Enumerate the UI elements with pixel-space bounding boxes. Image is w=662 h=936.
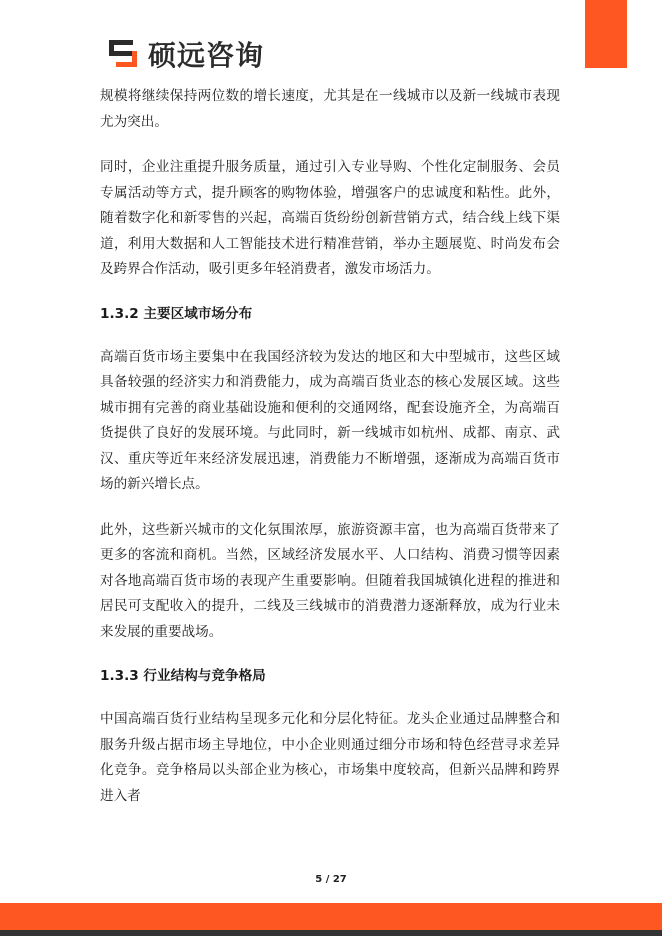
paragraph-service: 同时，企业注重提升服务质量，通过引入专业导购、个性化定制服务、会员专属活动等方式，提升顾客的购物体验，增强客户的忠诚度和粘性。此外，随着数字化和新零售的兴起，高端百货纷纷创新营销方式，结合线上线下渠道，利用大数据和人工智能技术进行精准营销，举办主题展览、时尚发布会及跨界合作活动，吸引更多年轻消费者，激发市场活力。 xyxy=(100,159,560,277)
paragraph-structure: 中国高端百货行业结构呈现多元化和分层化特征。龙头企业通过品牌整合和服务升级占据市场主导地位，中小企业则通过细分市场和特色经营寻求差异化竞争。竞争格局以头部企业为核心，市场集中度较高，但新兴品牌和跨界进入者 xyxy=(100,711,560,804)
paragraph-growth: 规模将继续保持两位数的增长速度，尤其是在一线城市以及新一线城市表现尤为突出。 xyxy=(100,88,560,130)
logo-text: 硕远咨询 xyxy=(148,39,265,72)
ys-logo-mark-icon xyxy=(108,37,142,71)
page-number: 5 / 27 xyxy=(315,874,347,885)
section-heading-structure: 1.3.3 行业结构与竞争格局 xyxy=(100,668,266,684)
section-heading-regional: 1.3.2 主要区域市场分布 xyxy=(100,305,253,322)
company-logo xyxy=(108,36,264,72)
footer-dark-bar xyxy=(0,930,662,936)
paragraph-emerging-cities: 此外，这些新兴城市的文化氛围浓厚，旅游资源丰富，也为高端百货带来了更多的客流和商机。当然，区域经济发展水平、人口结构、消费习惯等因素对各地高端百货市场的表现产生重要影响。但随着我国城镇化进程的推进和居民可支配收入的提升，二线及三线城市的消费潜力逐渐释放，成为行业未来发展的重要战场。 xyxy=(100,521,560,640)
corner-accent-tab xyxy=(585,0,627,68)
document-body xyxy=(100,84,560,829)
footer-accent-bar xyxy=(0,903,662,930)
paragraph-regional: 高端百货市场主要集中在我国经济较为发达的地区和大中型城市，这些区域具备较强的经济实力和消费能力，成为高端百货业态的核心发展区域。这些城市拥有完善的商业基础设施和便利的交通网络，配套设施齐全，为高端百货提供了良好的发展环境。与此同时，新一线城市如杭州、成都、南京、武汉、重庆等近年来经济发展迅速，消费能力不断增强，逐渐成为高端百货市场的新兴增长点。 xyxy=(100,348,560,492)
